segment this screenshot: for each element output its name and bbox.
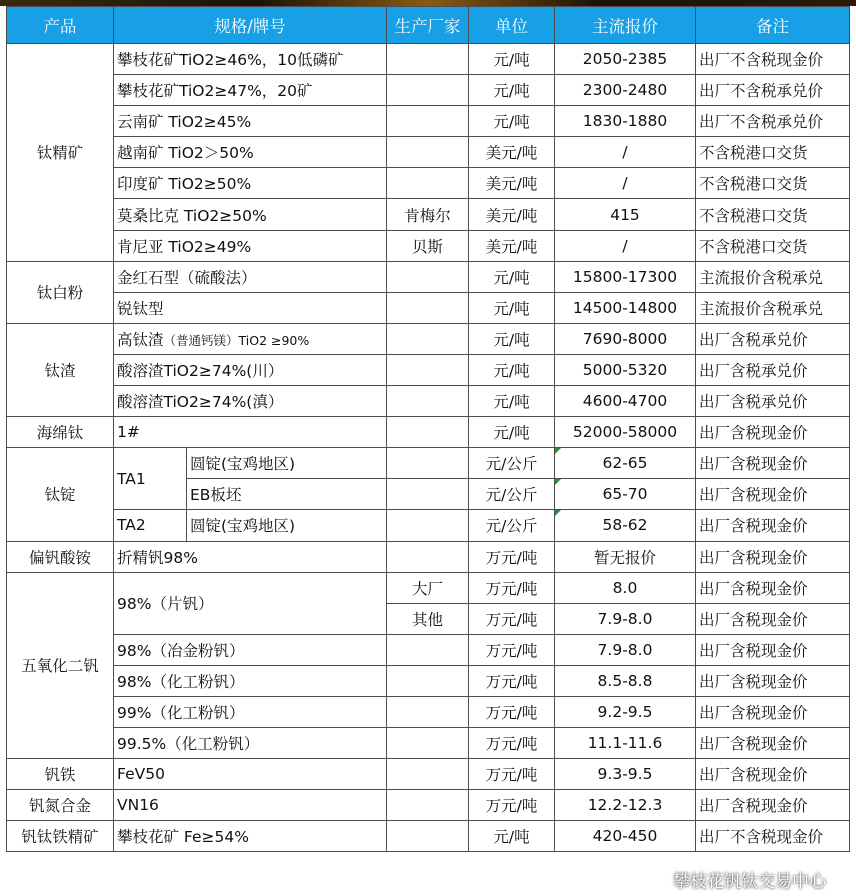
- group-label: 钛精矿: [7, 44, 114, 262]
- table-row: [7, 790, 850, 821]
- note-cell: 出厂含税现金价: [696, 696, 850, 727]
- price-cell: 65-70: [555, 479, 696, 510]
- price-cell: /: [555, 137, 696, 168]
- spec-cell: 肯尼亚 TiO2≥49%: [114, 230, 387, 261]
- unit-cell: 元/公斤: [469, 448, 555, 479]
- unit-cell: 美元/吨: [469, 199, 555, 230]
- unit-cell: 美元/吨: [469, 230, 555, 261]
- maker-cell: [387, 44, 469, 75]
- table-row: [7, 106, 850, 137]
- header-price: 主流报价: [555, 7, 696, 44]
- spec-cell: 攀枝花矿TiO2≥47%，20矿: [114, 75, 387, 106]
- maker-cell: [387, 541, 469, 572]
- spec-cell: 98%（片钒）: [114, 572, 387, 634]
- table-row: [7, 759, 850, 790]
- table-row: [7, 44, 850, 75]
- spec-cell: 攀枝花矿 Fe≥54%: [114, 821, 387, 852]
- maker-cell: [387, 292, 469, 323]
- sub-spec-cell: EB板坯: [187, 479, 387, 510]
- maker-cell: [387, 137, 469, 168]
- spec-paren: （普通钙镁）TiO2 ≥90%: [163, 332, 310, 348]
- watermark: [645, 867, 826, 892]
- maker-cell: [387, 386, 469, 417]
- maker-cell: [387, 448, 469, 479]
- note-cell: 主流报价含税承兑: [696, 261, 850, 292]
- maker-cell: [387, 75, 469, 106]
- table-row: [7, 75, 850, 106]
- spec-cell: 攀枝花矿TiO2≥46%，10低磷矿: [114, 44, 387, 75]
- unit-cell: 元/吨: [469, 75, 555, 106]
- group-label: 钒氮合金: [7, 790, 114, 821]
- note-cell: 不含税港口交货: [696, 230, 850, 261]
- table-row: [7, 541, 850, 572]
- unit-cell: 元/吨: [469, 44, 555, 75]
- group-label: 偏钒酸铵: [7, 541, 114, 572]
- header-note: 备注: [696, 7, 850, 44]
- price-cell: 58-62: [555, 510, 696, 541]
- note-cell: 出厂含税现金价: [696, 665, 850, 696]
- spec-cell: 酸溶渣TiO2≥74%(川）: [114, 354, 387, 385]
- price-cell: 1830-1880: [555, 106, 696, 137]
- note-cell: 出厂含税现金价: [696, 448, 850, 479]
- group-label: 钛白粉: [7, 261, 114, 323]
- unit-cell: 元/吨: [469, 292, 555, 323]
- unit-cell: 元/吨: [469, 106, 555, 137]
- price-cell: /: [555, 168, 696, 199]
- table-row: [7, 665, 850, 696]
- maker-cell: 肯梅尔: [387, 199, 469, 230]
- sub-spec-cell: 圆锭(宝鸡地区): [187, 510, 387, 541]
- spec-cell: 99%（化工粉钒）: [114, 696, 387, 727]
- unit-cell: 美元/吨: [469, 137, 555, 168]
- unit-cell: 万元/吨: [469, 696, 555, 727]
- note-cell: 出厂含税现金价: [696, 572, 850, 603]
- spec-cell: 折精钒98%: [114, 541, 387, 572]
- table-row: [7, 230, 850, 261]
- wechat-icon: [645, 871, 667, 889]
- price-cell: 14500-14800: [555, 292, 696, 323]
- unit-cell: 元/吨: [469, 821, 555, 852]
- maker-cell: [387, 261, 469, 292]
- unit-cell: 万元/吨: [469, 790, 555, 821]
- unit-cell: 万元/吨: [469, 572, 555, 603]
- watermark-text: 攀枝花钒钛交易中心: [673, 872, 826, 892]
- table-row: [7, 261, 850, 292]
- unit-cell: 元/吨: [469, 386, 555, 417]
- table-row: [7, 448, 850, 479]
- note-cell: 不含税港口交货: [696, 199, 850, 230]
- maker-cell: 大厂: [387, 572, 469, 603]
- table-row: [7, 728, 850, 759]
- table-row: [7, 821, 850, 852]
- price-cell: 9.3-9.5: [555, 759, 696, 790]
- note-cell: 出厂含税现金价: [696, 634, 850, 665]
- grade-cell: TA1: [114, 448, 187, 510]
- group-label: 海绵钛: [7, 417, 114, 448]
- price-cell: /: [555, 230, 696, 261]
- note-cell: 出厂含税现金价: [696, 728, 850, 759]
- unit-cell: 元/吨: [469, 261, 555, 292]
- price-cell: 15800-17300: [555, 261, 696, 292]
- unit-cell: 元/吨: [469, 417, 555, 448]
- price-cell: 2300-2480: [555, 75, 696, 106]
- table-row: [7, 137, 850, 168]
- maker-cell: [387, 168, 469, 199]
- price-cell: 8.0: [555, 572, 696, 603]
- spec-cell: 云南矿 TiO2≥45%: [114, 106, 387, 137]
- unit-cell: 万元/吨: [469, 603, 555, 634]
- price-cell: 415: [555, 199, 696, 230]
- group-label: 钒钛铁精矿: [7, 821, 114, 852]
- note-cell: 不含税港口交货: [696, 137, 850, 168]
- price-cell: 11.1-11.6: [555, 728, 696, 759]
- note-cell: 出厂含税承兑价: [696, 386, 850, 417]
- table-row: [7, 696, 850, 727]
- note-cell: 出厂含税承兑价: [696, 354, 850, 385]
- maker-cell: [387, 790, 469, 821]
- note-cell: 不含税港口交货: [696, 168, 850, 199]
- spec-cell: 98%（冶金粉钒）: [114, 634, 387, 665]
- maker-cell: [387, 821, 469, 852]
- note-cell: 出厂不含税现金价: [696, 821, 850, 852]
- header-maker: 生产厂家: [387, 7, 469, 44]
- table-row: [7, 572, 850, 603]
- maker-cell: 贝斯: [387, 230, 469, 261]
- price-cell: 5000-5320: [555, 354, 696, 385]
- spec-cell: 越南矿 TiO2＞50%: [114, 137, 387, 168]
- spec-cell: [114, 323, 387, 354]
- maker-cell: [387, 759, 469, 790]
- header-unit: 单位: [469, 7, 555, 44]
- spec-cell: 锐钛型: [114, 292, 387, 323]
- price-cell: 62-65: [555, 448, 696, 479]
- maker-cell: 其他: [387, 603, 469, 634]
- price-cell: 7.9-8.0: [555, 634, 696, 665]
- unit-cell: 元/吨: [469, 354, 555, 385]
- spec-main: 高钛渣: [117, 330, 164, 349]
- header-spec: 规格/牌号: [114, 7, 387, 44]
- price-cell: 2050-2385: [555, 44, 696, 75]
- unit-cell: 万元/吨: [469, 759, 555, 790]
- group-label: 钛锭: [7, 448, 114, 541]
- table-row: [7, 417, 850, 448]
- table-row: [7, 386, 850, 417]
- spec-cell: 99.5%（化工粉钒）: [114, 728, 387, 759]
- note-cell: 出厂含税现金价: [696, 603, 850, 634]
- price-cell: 暂无报价: [555, 541, 696, 572]
- spec-cell: FeV50: [114, 759, 387, 790]
- price-cell: 52000-58000: [555, 417, 696, 448]
- table-row: [7, 510, 850, 541]
- price-cell: 7690-8000: [555, 323, 696, 354]
- note-cell: 出厂含税现金价: [696, 510, 850, 541]
- note-cell: 出厂含税现金价: [696, 479, 850, 510]
- price-cell: 4600-4700: [555, 386, 696, 417]
- unit-cell: 美元/吨: [469, 168, 555, 199]
- price-cell: 9.2-9.5: [555, 696, 696, 727]
- spec-cell: 98%（化工粉钒）: [114, 665, 387, 696]
- spec-cell: 印度矿 TiO2≥50%: [114, 168, 387, 199]
- sub-spec-cell: 圆锭(宝鸡地区): [187, 448, 387, 479]
- note-cell: 出厂不含税现金价: [696, 44, 850, 75]
- table-row: [7, 634, 850, 665]
- maker-cell: [387, 479, 469, 510]
- note-cell: 出厂含税现金价: [696, 759, 850, 790]
- unit-cell: 万元/吨: [469, 541, 555, 572]
- note-cell: 出厂含税现金价: [696, 417, 850, 448]
- unit-cell: 元/吨: [469, 323, 555, 354]
- note-cell: 出厂含税现金价: [696, 541, 850, 572]
- group-label: 五氧化二钒: [7, 572, 114, 759]
- table-row: [7, 292, 850, 323]
- note-cell: 出厂不含税承兑价: [696, 75, 850, 106]
- maker-cell: [387, 323, 469, 354]
- unit-cell: 万元/吨: [469, 634, 555, 665]
- note-cell: 主流报价含税承兑: [696, 292, 850, 323]
- header-product: 产品: [7, 7, 114, 44]
- maker-cell: [387, 417, 469, 448]
- group-label: 钛渣: [7, 323, 114, 416]
- note-cell: 出厂含税现金价: [696, 790, 850, 821]
- note-cell: 出厂不含税承兑价: [696, 106, 850, 137]
- maker-cell: [387, 634, 469, 665]
- note-cell: 出厂含税承兑价: [696, 323, 850, 354]
- price-cell: 420-450: [555, 821, 696, 852]
- spec-cell: 莫桑比克 TiO2≥50%: [114, 199, 387, 230]
- group-label: 钒铁: [7, 759, 114, 790]
- unit-cell: 元/公斤: [469, 479, 555, 510]
- table-row: [7, 199, 850, 230]
- price-cell: 8.5-8.8: [555, 665, 696, 696]
- spec-cell: VN16: [114, 790, 387, 821]
- spec-cell: 金红石型（硫酸法）: [114, 261, 387, 292]
- table-row: [7, 354, 850, 385]
- price-table: [6, 6, 850, 852]
- maker-cell: [387, 354, 469, 385]
- unit-cell: 万元/吨: [469, 665, 555, 696]
- table-header-row: [7, 7, 850, 44]
- grade-cell: TA2: [114, 510, 187, 541]
- spec-cell: 1#: [114, 417, 387, 448]
- maker-cell: [387, 696, 469, 727]
- maker-cell: [387, 510, 469, 541]
- spec-cell: 酸溶渣TiO2≥74%(滇）: [114, 386, 387, 417]
- maker-cell: [387, 106, 469, 137]
- price-cell: 12.2-12.3: [555, 790, 696, 821]
- price-cell: 7.9-8.0: [555, 603, 696, 634]
- table-row: [7, 323, 850, 354]
- table-row: [7, 168, 850, 199]
- unit-cell: 元/公斤: [469, 510, 555, 541]
- maker-cell: [387, 728, 469, 759]
- maker-cell: [387, 665, 469, 696]
- unit-cell: 万元/吨: [469, 728, 555, 759]
